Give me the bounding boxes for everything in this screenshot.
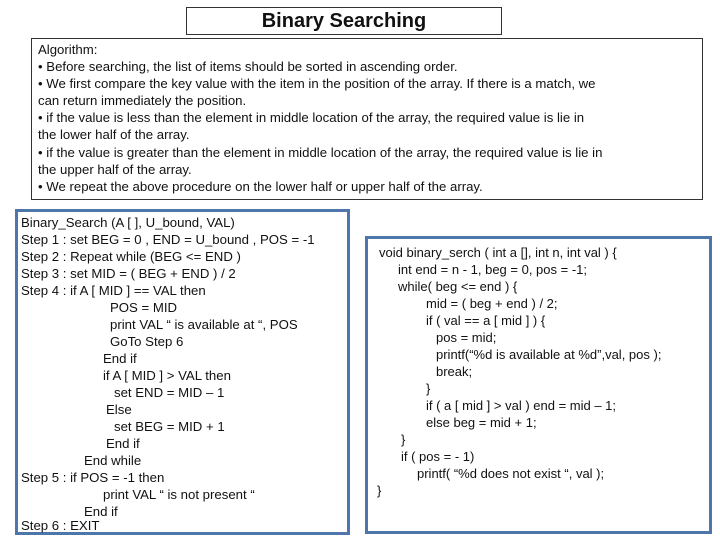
code-line: printf( “%d does not exist “, val ); — [417, 466, 605, 481]
code-line: else beg = mid + 1; — [426, 415, 537, 430]
code-line: while( beg <= end ) { — [398, 279, 518, 294]
pseudocode-line: set BEG = MID + 1 — [114, 419, 225, 434]
algorithm-heading: Algorithm: — [38, 42, 98, 57]
pseudocode-line: print VAL “ is not present “ — [103, 487, 255, 502]
code-line: if ( pos = - 1) — [401, 449, 475, 464]
pseudocode-line: if A [ MID ] > VAL then — [103, 368, 231, 383]
algorithm-line: the lower half of the array. — [38, 127, 190, 143]
pseudocode-line: End if — [106, 436, 140, 451]
code-line: } — [426, 381, 431, 396]
algorithm-description-box — [31, 38, 703, 200]
code-line: } — [401, 432, 406, 447]
c-code-box — [365, 236, 712, 534]
pseudocode-line: Step 1 : set BEG = 0 , END = U_bound , POS = -1 — [21, 232, 315, 247]
code-line: printf(“%d is available at %d”,val, pos ); — [436, 347, 662, 362]
code-line: mid = ( beg + end ) / 2; — [426, 296, 558, 311]
code-line: void binary_serch ( int a [], int n, int val ) { — [379, 245, 617, 260]
algorithm-line: the upper half of the array. — [38, 161, 192, 177]
pseudocode-line: print VAL “ is available at “, POS — [110, 317, 298, 332]
algorithm-line: • if the value is greater than the element in middle location of the array, the required value is lie in — [38, 144, 603, 160]
algorithm-line: • Before searching, the list of items should be sorted in ascending order. — [38, 59, 458, 75]
pseudocode-line: End while — [84, 453, 142, 468]
pseudocode-line: Step 5 : if POS = -1 then — [21, 470, 165, 485]
algorithm-line: • We repeat the above procedure on the lower half or upper half of the array. — [38, 178, 483, 194]
pseudocode-line: GoTo Step 6 — [110, 334, 184, 349]
pseudocode-line: Step 4 : if A [ MID ] == VAL then — [21, 283, 206, 298]
pseudocode-line: Step 3 : set MID = ( BEG + END ) / 2 — [21, 266, 236, 281]
code-line: if ( val == a [ mid ] ) { — [426, 313, 546, 328]
code-line: pos = mid; — [436, 330, 497, 345]
algorithm-line: • We first compare the key value with the item in the position of the array. If there is a match, we — [38, 76, 596, 92]
pseudocode-line: End if — [84, 504, 118, 519]
pseudocode-line: set END = MID – 1 — [114, 385, 225, 400]
algorithm-line: • if the value is less than the element in middle location of the array, the required value is lie in — [38, 110, 585, 126]
code-line: int end = n - 1, beg = 0, pos = -1; — [398, 262, 587, 277]
code-line: if ( a [ mid ] > val ) end = mid – 1; — [426, 398, 617, 413]
pseudocode-signature: Binary_Search (A [ ], U_bound, VAL) — [21, 215, 235, 230]
pseudocode-box — [15, 209, 350, 535]
pseudocode-line: Else — [106, 402, 132, 417]
code-line: } — [377, 483, 382, 498]
algorithm-line: can return immediately the position. — [38, 93, 247, 109]
page-title: Binary Searching — [186, 7, 502, 35]
pseudocode-line: Step 2 : Repeat while (BEG <= END ) — [21, 249, 241, 264]
pseudocode-line: End if — [103, 351, 137, 366]
pseudocode-line: Step 6 : EXIT — [21, 518, 100, 533]
code-line: break; — [436, 364, 473, 379]
pseudocode-line: POS = MID — [110, 300, 178, 315]
